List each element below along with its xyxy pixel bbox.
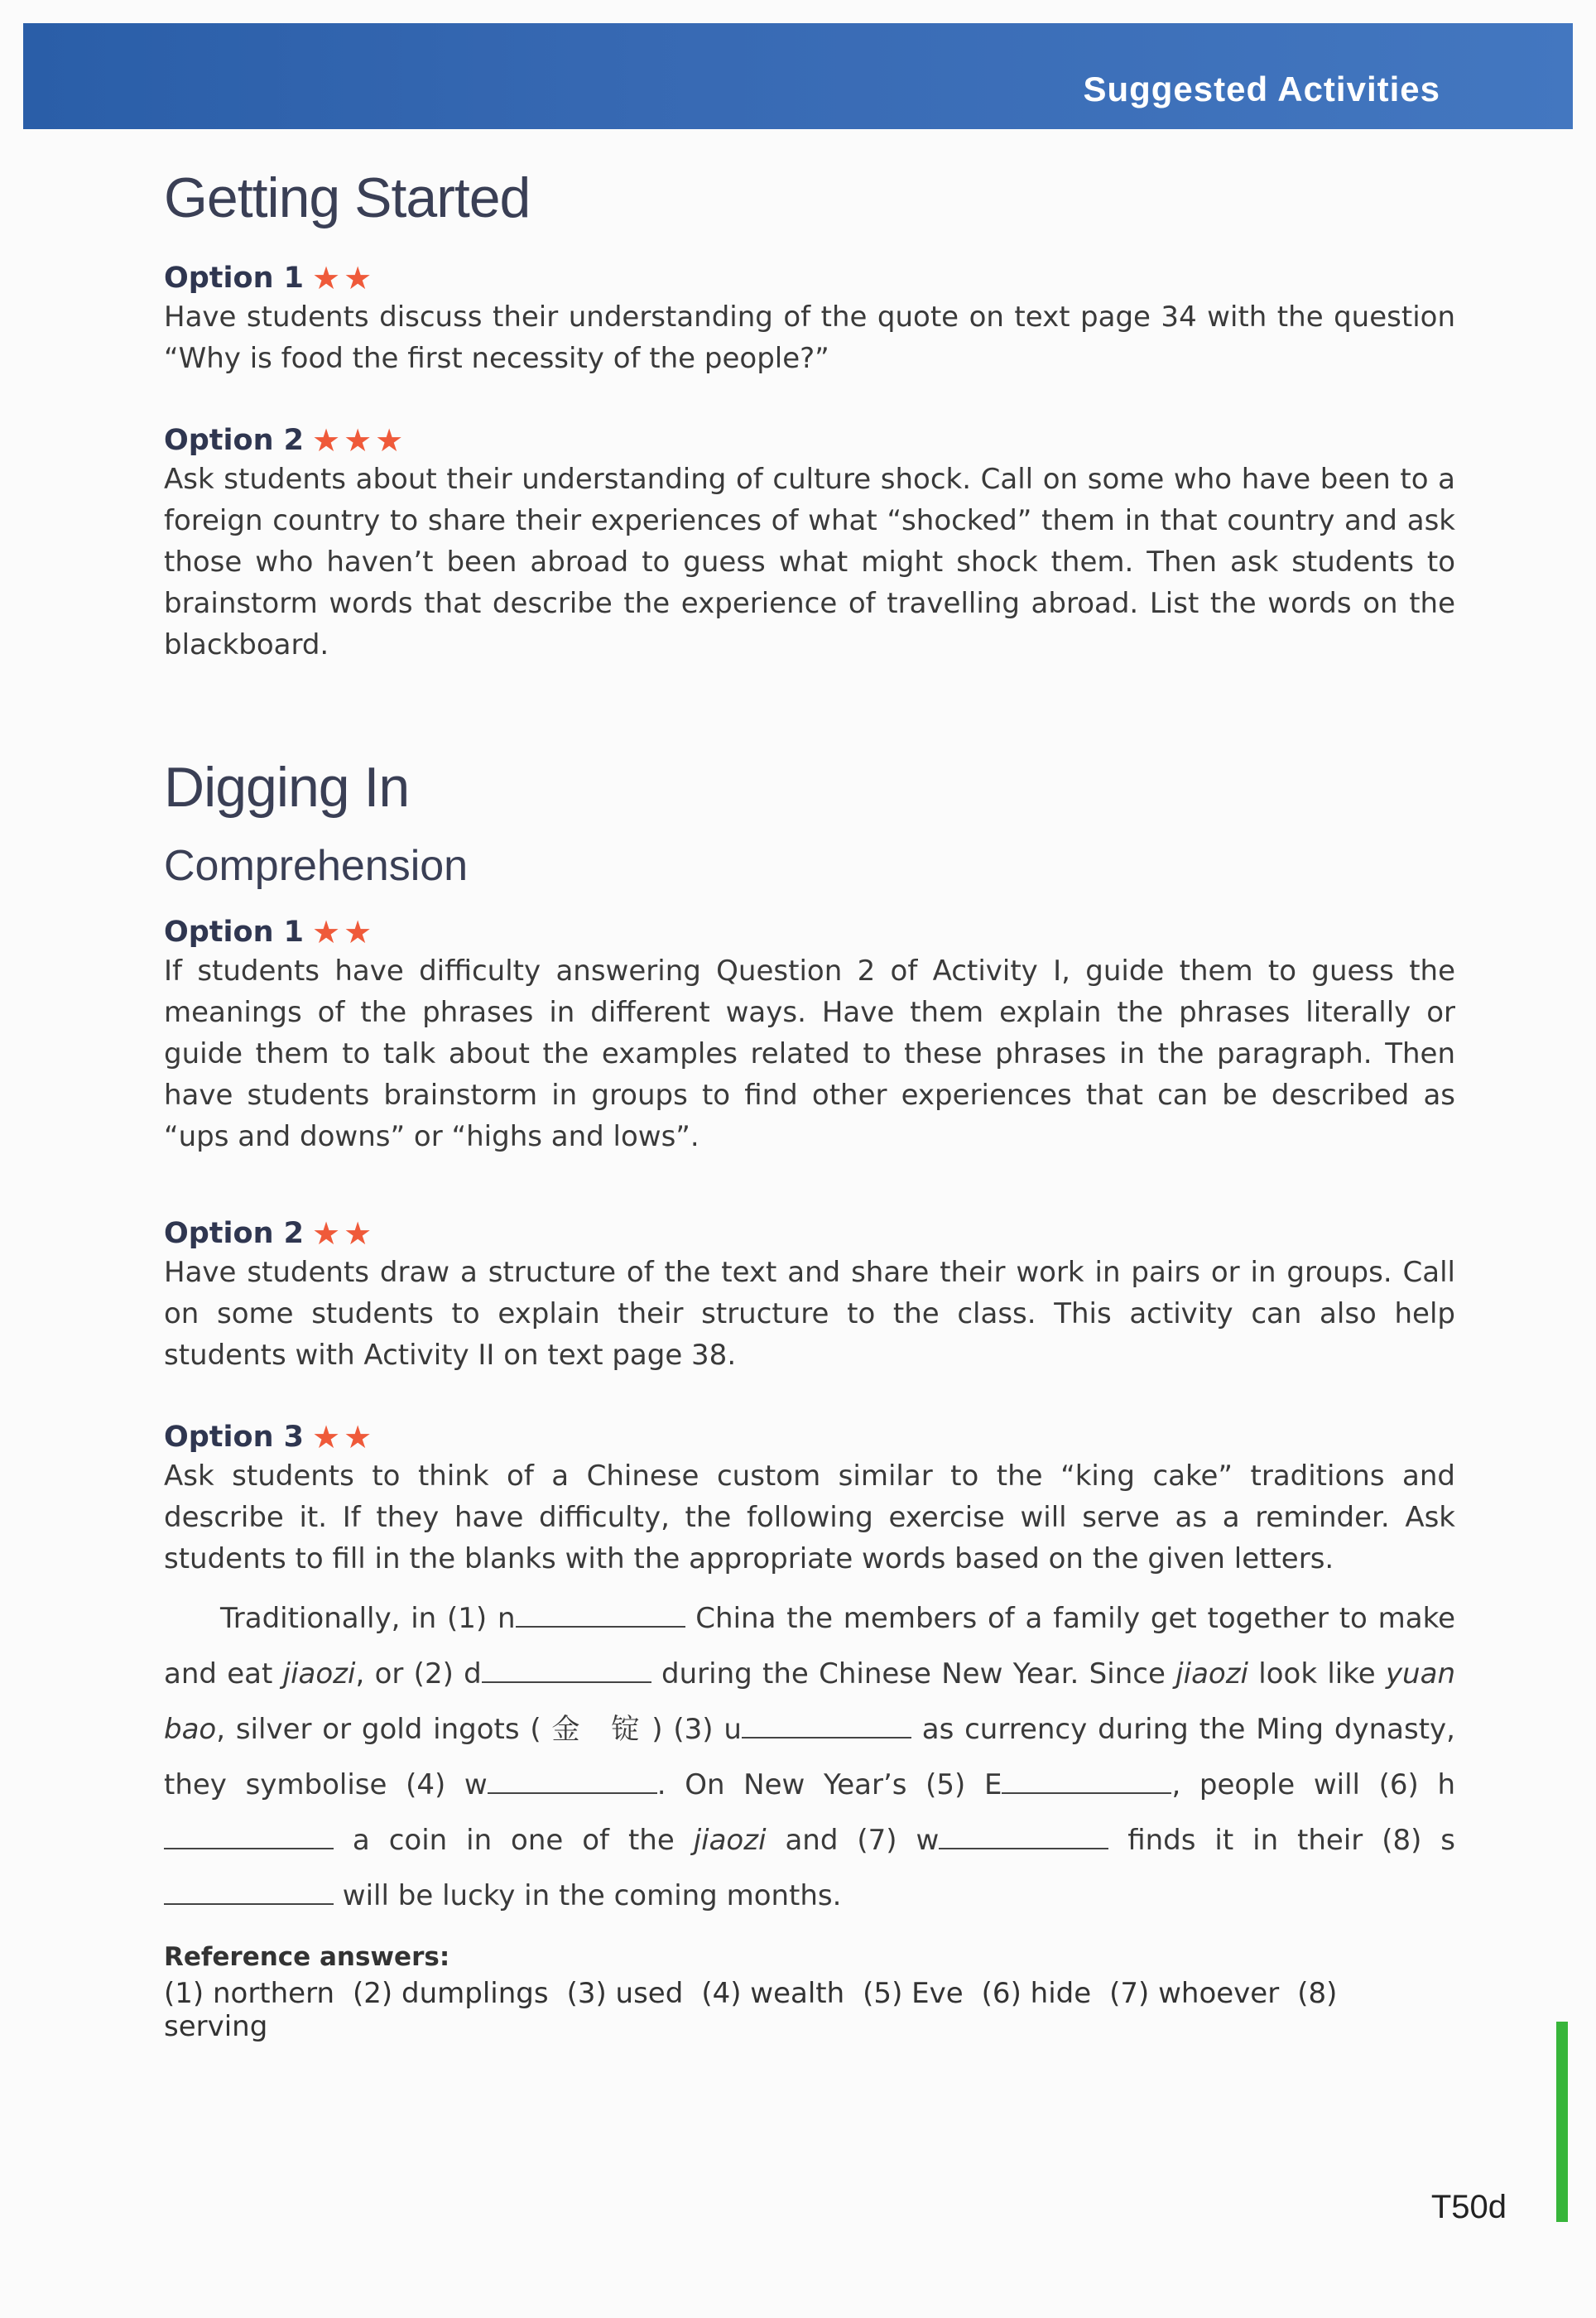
difficulty-stars: ★★ bbox=[312, 260, 376, 296]
difficulty-stars: ★★ bbox=[312, 914, 376, 950]
option-label: Option 2 bbox=[164, 1217, 305, 1250]
reference-answers bbox=[164, 1942, 1455, 2043]
answer: (8) serving bbox=[164, 1977, 1338, 2043]
blank-7[interactable] bbox=[939, 1823, 1108, 1849]
page-accent-bar bbox=[1556, 2022, 1568, 2222]
answer: (3) used bbox=[566, 1977, 684, 2010]
option-text: Ask students about their understanding of culture shock. Call on some who have been to a foreign country to share their experiences of what “shocked” them in that country and ask those who haven’t been abroad to guess what might shock them. Then ask students to brainstorm words that describe the experience of travelling abroad. List the words on the blackboard. bbox=[164, 463, 1455, 661]
option-text: Have students discuss their understanding of the quote on text page 34 with the question “Why is food the first necessity of the people?” bbox=[164, 301, 1455, 375]
answer: (2) dumplings bbox=[353, 1977, 549, 2010]
option-text: Have students draw a structure of the text and share their work in pairs or in groups. Call on some students to explain their structure to the class. This activity can also help students with Activity II on text page 38. bbox=[164, 1256, 1455, 1372]
answer: (1) northern bbox=[164, 1977, 335, 2010]
blank-1[interactable] bbox=[516, 1601, 685, 1628]
blank-3[interactable] bbox=[742, 1712, 911, 1738]
option-text: If students have difficulty answering Question 2 of Activity I, guide them to guess the meanings of the phrases in different ways. Have them explain the phrases literally or guide them to talk about the examples related to these phrases in the paragraph. Then have students brainstorm in groups to find other experiences that can be described as “ups and downs” or “highs and lows”. bbox=[164, 955, 1455, 1153]
difficulty-stars: ★★ bbox=[312, 1215, 376, 1252]
header-title: Suggested Activities bbox=[1083, 70, 1440, 108]
option-label: Option 2 bbox=[164, 424, 305, 457]
blank-2[interactable] bbox=[482, 1657, 651, 1683]
answer: (4) wealth bbox=[701, 1977, 845, 2010]
comprehension-heading: Comprehension bbox=[164, 842, 469, 890]
digging-in-heading: Digging In bbox=[164, 756, 410, 819]
answer: (5) Eve bbox=[863, 1977, 964, 2010]
difficulty-stars: ★★ bbox=[312, 1419, 376, 1455]
page-number: T50d bbox=[1430, 2189, 1507, 2225]
option-label: Option 1 bbox=[164, 916, 305, 949]
getting-started-heading: Getting Started bbox=[164, 166, 531, 229]
page-content bbox=[164, 166, 1455, 2043]
di-option-3 bbox=[164, 1419, 1455, 1580]
option-label: Option 1 bbox=[164, 262, 305, 295]
fill-in-exercise: Traditionally, in (1) n China the members of a family get together to make and eat jiaozi, or (2) d during the Chinese New Year. Since jiaozi look like yuan bao, silver or gold ingots ( 金 锭 ) (3) u as currency during the Ming dynasty, they symbolise (4) w . On New Year’s (5) E , people will (6) h a coin in one of the jiaozi and (7) w finds it in their (8) s will be lucky in the coming months. bbox=[164, 1602, 1456, 1912]
reference-list bbox=[164, 1977, 1455, 2043]
answer: (7) whoever bbox=[1109, 1977, 1280, 2010]
blank-4[interactable] bbox=[488, 1767, 657, 1794]
answer: (6) hide bbox=[981, 1977, 1092, 2010]
reference-label: Reference answers: bbox=[164, 1942, 450, 1972]
blank-5[interactable] bbox=[1002, 1767, 1171, 1794]
option-label: Option 3 bbox=[164, 1421, 305, 1454]
gs-option-2 bbox=[164, 422, 1455, 666]
option-text: Ask students to think of a Chinese custom similar to the “king cake” traditions and describe it. If they have difficulty, the following exercise will serve as a reminder. Ask students to fill in the blanks with the appropriate words based on the given letters. bbox=[164, 1460, 1455, 1575]
gs-option-1 bbox=[164, 260, 1455, 379]
di-option-2 bbox=[164, 1215, 1455, 1376]
di-option-1 bbox=[164, 914, 1455, 1157]
blank-6[interactable] bbox=[164, 1823, 334, 1849]
blank-8[interactable] bbox=[164, 1878, 334, 1905]
difficulty-stars: ★★★ bbox=[312, 422, 407, 459]
